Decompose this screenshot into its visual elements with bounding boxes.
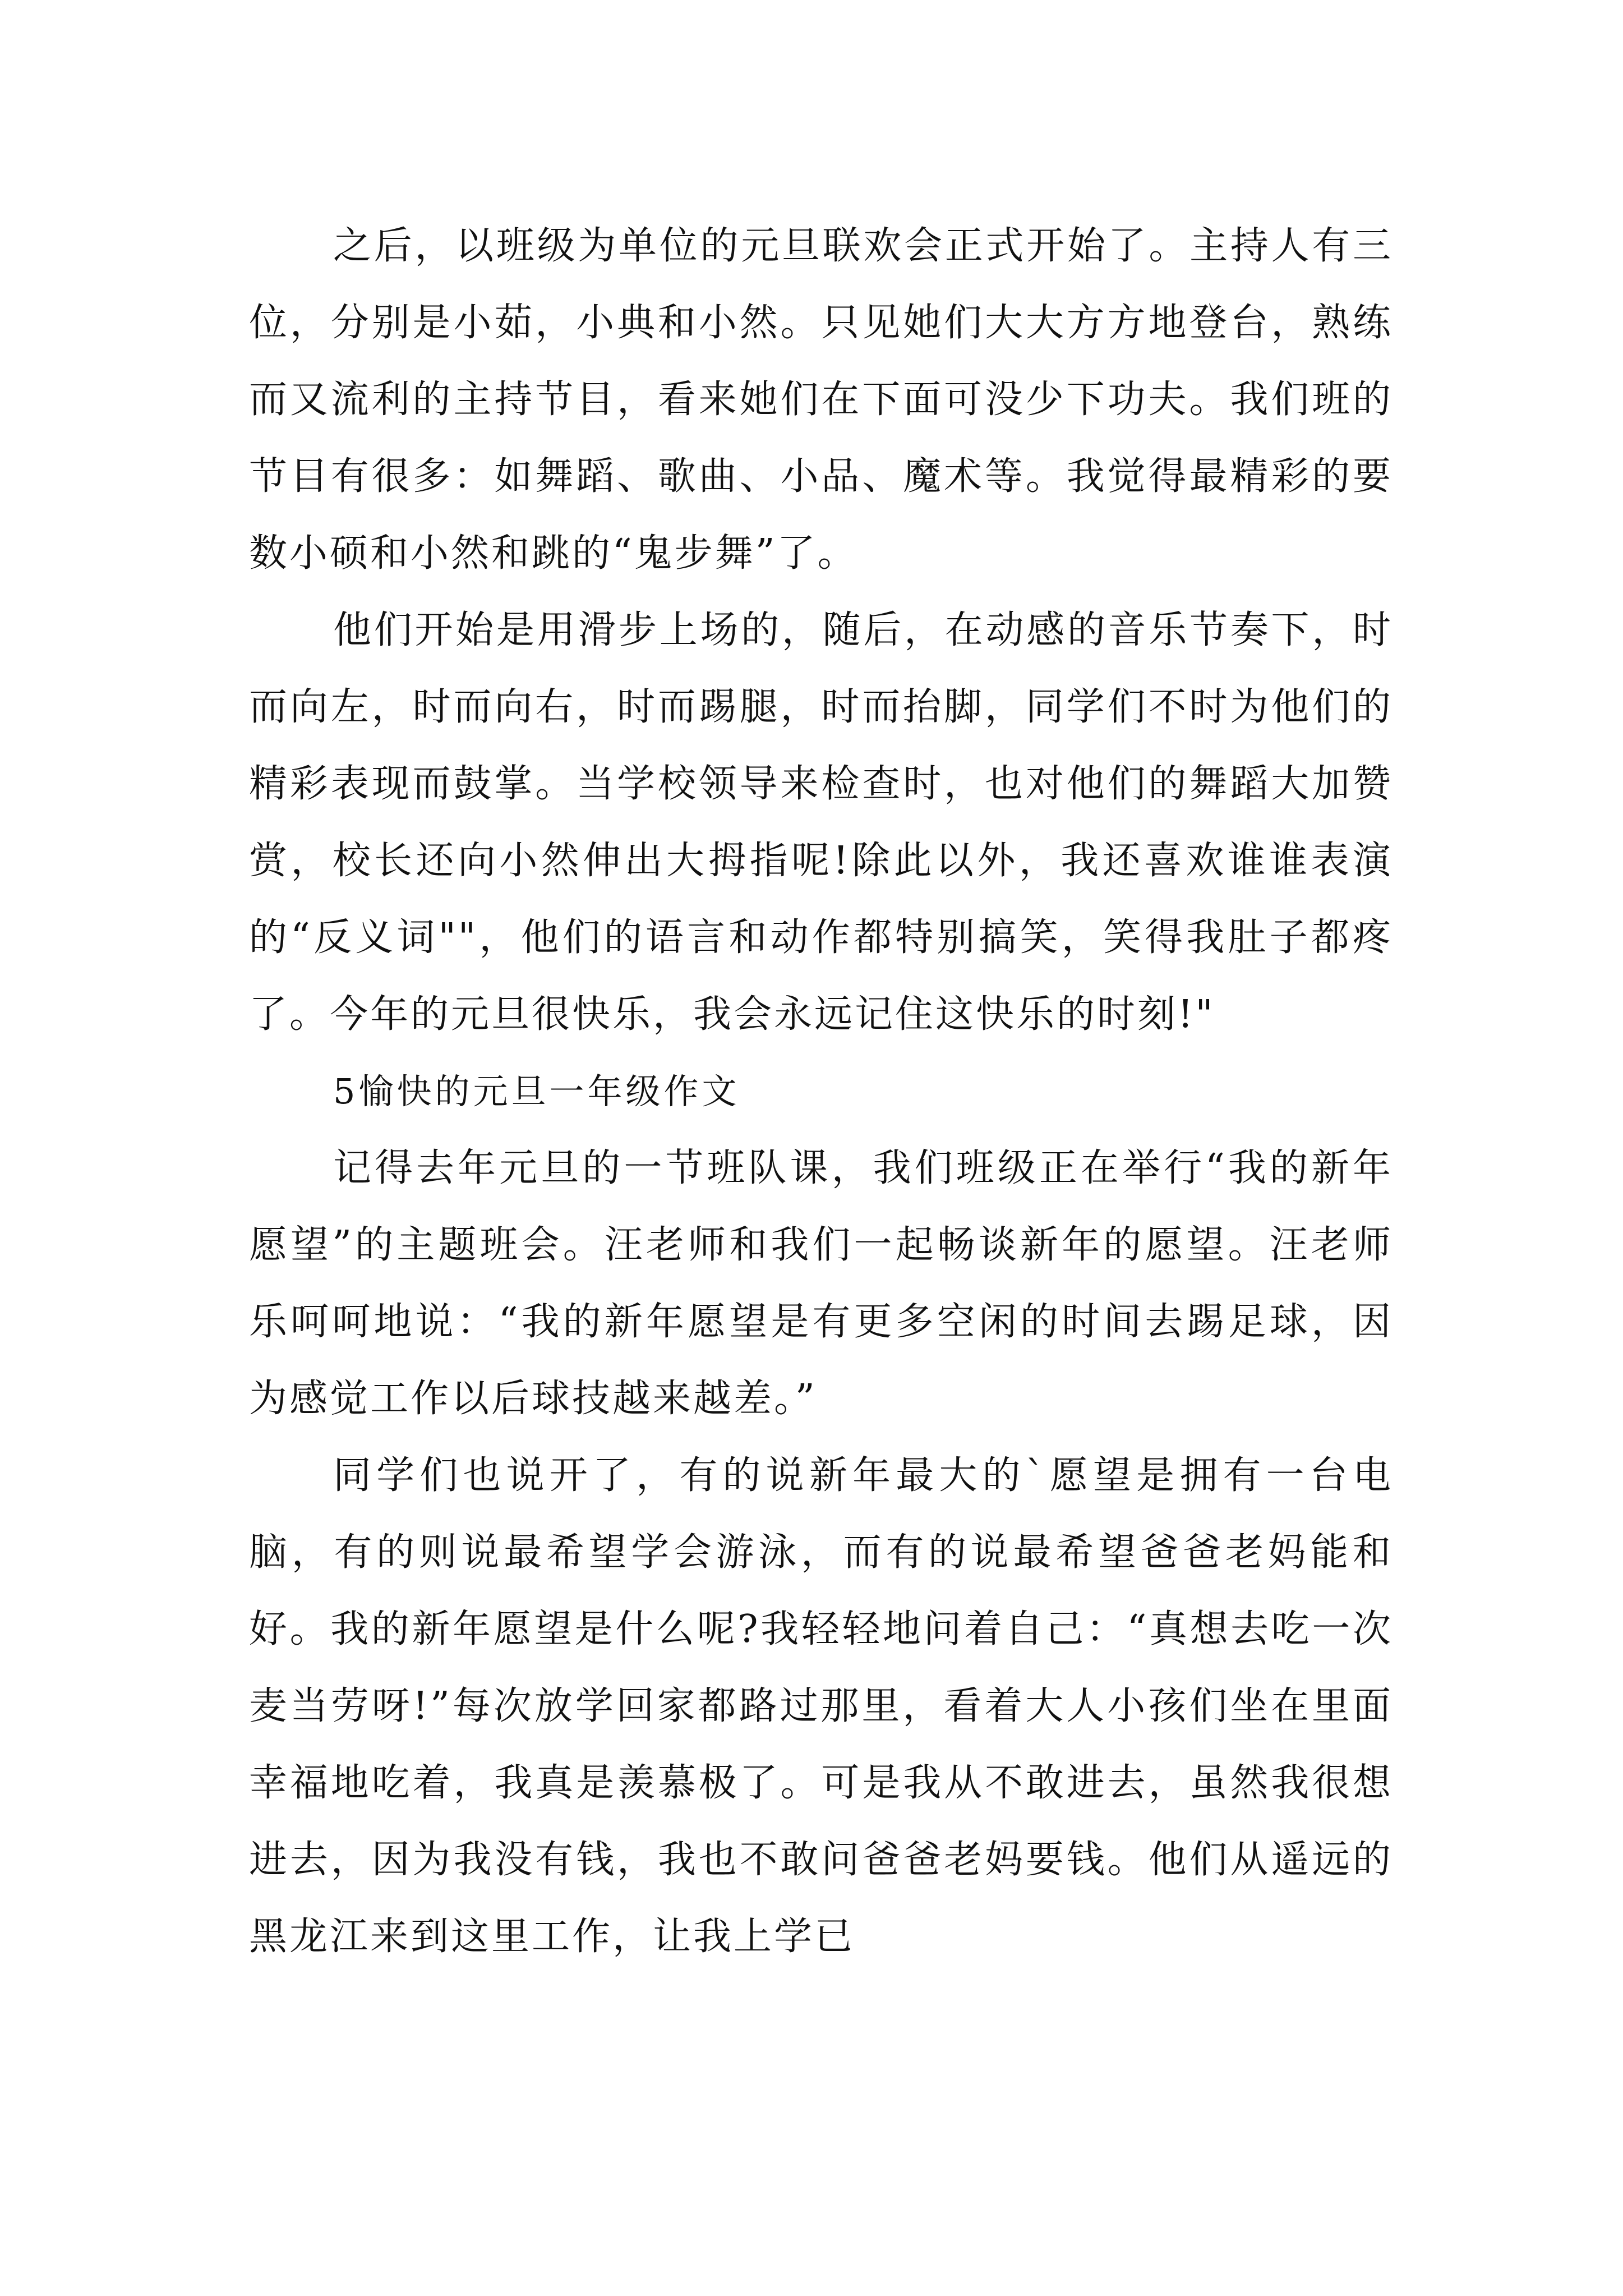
essay-heading: 5愉快的元旦一年级作文 (333, 1071, 740, 1112)
paragraph-gala-opening: 之后，以班级为单位的元旦联欢会正式开始了。主持人有三位，分别是小茹，小典和小然。只见她们大大方方地登台，熟练而又流利的主持节目，看来她们在下面可没少下功夫。我们班的节目有很多：如舞蹈、歌曲、小品、魔术等。我觉得最精彩的要数小硕和小然和跳的“鬼步舞”了。 (249, 224, 1393, 576)
article-body (249, 208, 1393, 1975)
paragraph-class-meeting: 记得去年元旦的一节班队课，我们班级正在举行“我的新年愿望”的主题班会。汪老师和我们一起畅谈新年的愿望。汪老师乐呵呵地说：“我的新年愿望是有更多空闲的时间去踢足球，因为感觉工作以后球技越来越差。” (249, 1146, 1393, 1421)
paragraph-dance-performance: 他们开始是用滑步上场的，随后，在动感的音乐节奏下，时而向左，时而向右，时而踢腿，时而抬脚，同学们不时为他们的精彩表现而鼓掌。当学校领导来检查时，也对他们的舞蹈大加赞赏，校长还向小然伸出大拇指呢!除此以外，我还喜欢谁谁表演的“反义词""，他们的语言和动作都特别搞笑，笑得我肚子都疼了。今年的元旦很快乐，我会永远记住这快乐的时刻!" (249, 608, 1393, 1037)
paragraph-new-year-wishes: 同学们也说开了，有的说新年最大的`愿望是拥有一台电脑，有的则说最希望学会游泳，而有的说最希望爸爸老妈能和好。我的新年愿望是什么呢?我轻轻地问着自己：“真想去吃一次麦当劳呀!”每次放学回家都路过那里，看着大人小孩们坐在里面幸福地吃着，我真是羡慕极了。可是我从不敢进去，虽然我很想进去，因为我没有钱，我也不敢问爸爸老妈要钱。他们从遥远的黑龙江来到这里工作，让我上学已 (249, 1453, 1393, 1959)
